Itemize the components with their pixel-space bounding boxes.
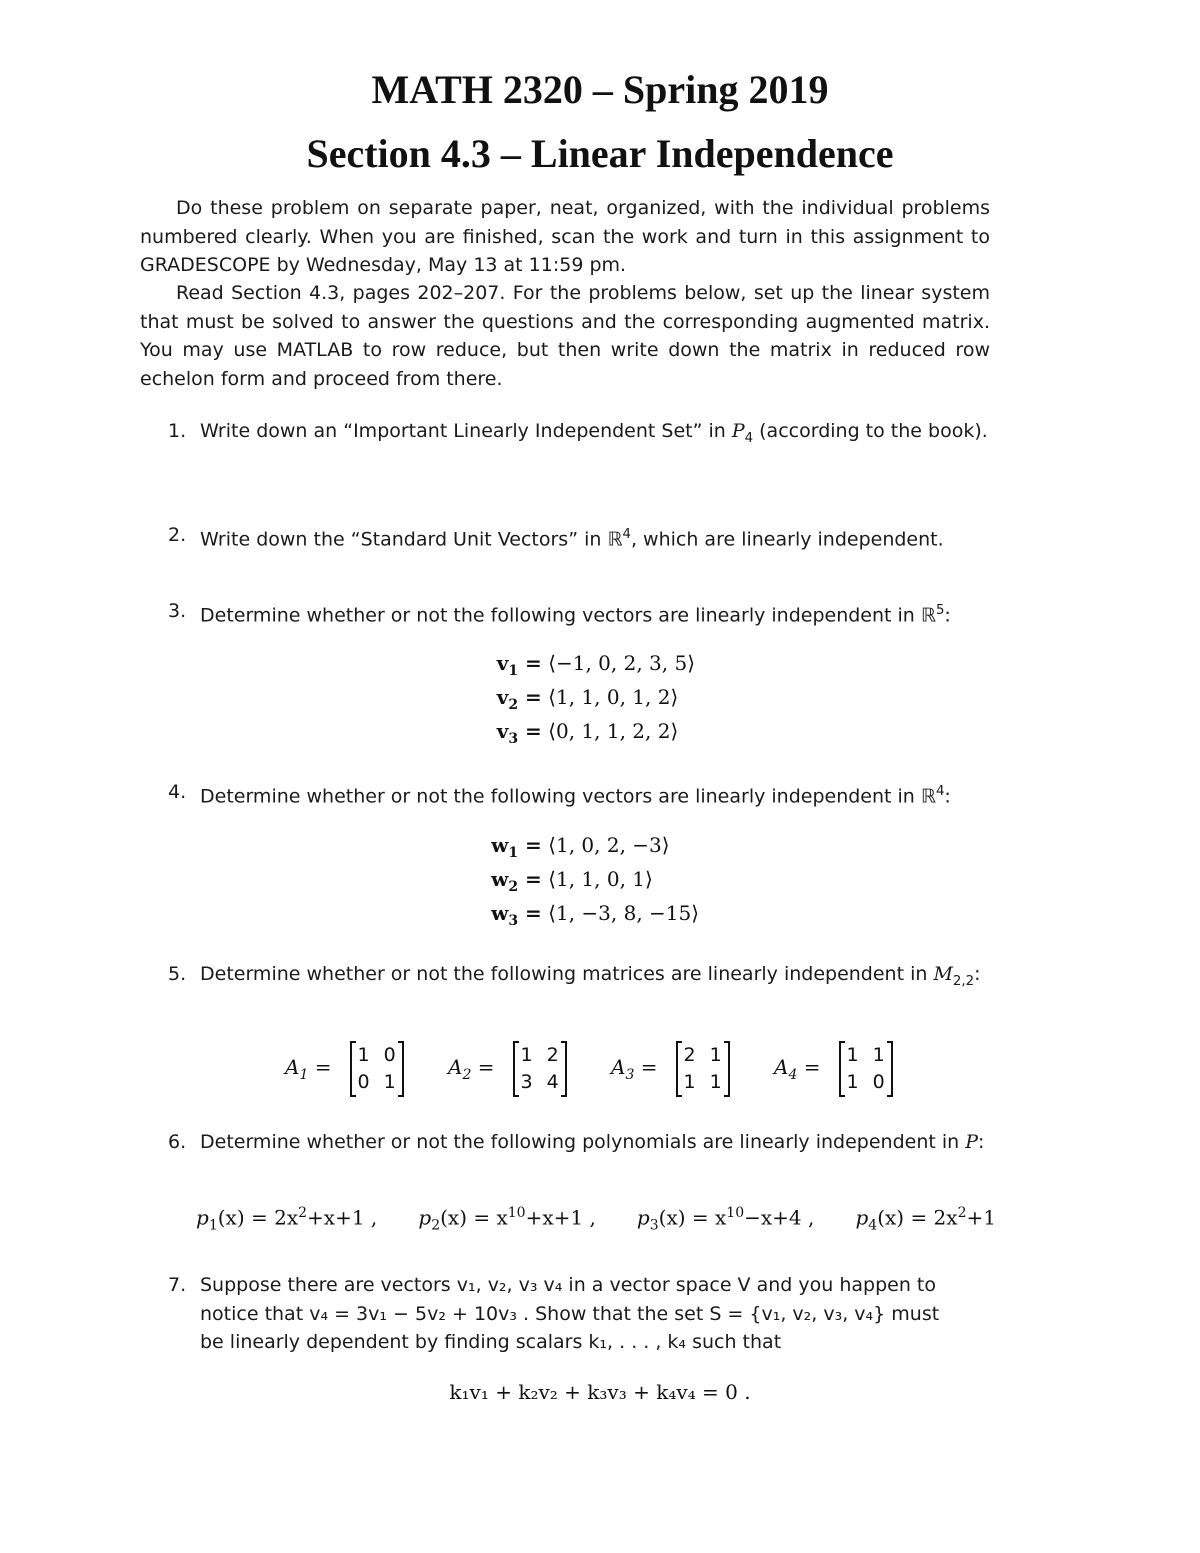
intro-reading: Read Section 4.3, pages 202–207. For the problems below, set up the linear system that must be solved to answer the questions and the corresponding augmented matrix. You may use MATLAB to row reduce, but then write down the matrix in reduced row echelon form and proceed from there. (140, 282, 990, 390)
intro-instructions: Do these problem on separate paper, neat, organized, with the individual problems numbered clearly. When you are finished, scan the work and turn in this assignment to GRADESCOPE by Wednesday, May 13 at 11:59 pm. (140, 197, 990, 276)
problem-number: 6. (168, 1131, 187, 1153)
problem-7-line-1: Suppose there are vectors v₁, v₂, v₃ v₄ in a vector space V and you happen to (200, 1274, 936, 1296)
polynomial-list (196, 1205, 996, 1234)
problem-4: 4. Determine whether or not the following vectors are linearly independent in ℝ$^4$: (140, 778, 990, 811)
vector-list-w (0, 828, 1200, 930)
problem-number: 7. (168, 1274, 187, 1296)
polynomial-p3: $p_3(x) = x^{10}-x+4$ , (636, 1205, 815, 1234)
polynomial-p2: $p_2(x) = x^{10}+x+1$ , (418, 1205, 596, 1234)
polynomial-p1: $p_1(x) = 2x^2+x+1$ , (196, 1205, 378, 1234)
problem-number: 2. (168, 524, 187, 546)
matrix-list (285, 1038, 925, 1100)
linear-combination-equation: k₁v₁ + k₂v₂ + k₃v₃ + k₄v₄ = 0 . (449, 1380, 751, 1404)
problem-3: 3. Determine whether or not the following vectors are linearly independent in ℝ$^5$: (140, 597, 990, 630)
vector-v3: $v_3$ = ⟨0, 1, 1, 2, 2⟩ (496, 719, 679, 747)
problem-7 (140, 1271, 990, 1357)
problem-1: 1. Write down an “Important Linearly Independent Set” in $P_4$ (according to the book). (140, 417, 990, 453)
vector-w3: $w_3$ = ⟨1, −3, 8, −15⟩ (491, 901, 700, 929)
problem-number: 3. (168, 600, 187, 622)
polynomial-p4: $p_4(x) = 2x^2+1$ (855, 1205, 996, 1234)
problem-number: 4. (168, 781, 187, 803)
problem-6: 6. Determine whether or not the following polynomials are linearly independent in P: (140, 1128, 990, 1157)
matrix-a2: $A_2$ = 1 2 3 4 (448, 1038, 567, 1100)
problem-7-line-2: notice that v₄ = 3v₁ − 5v₂ + 10v₃ . Show that the set S = {v₁, v₂, v₃, v₄} must (200, 1302, 940, 1325)
matrix-a3: $A_3$ = 2 1 1 1 (611, 1038, 730, 1100)
problem-7-line-3: be linearly dependent by finding scalars k₁, . . . , k₄ such that (200, 1331, 782, 1353)
problem-number: 1. (168, 420, 187, 442)
vector-v2: $v_2$ = ⟨1, 1, 0, 1, 2⟩ (496, 685, 679, 713)
problem-2: 2. Write down the “Standard Unit Vectors” in ℝ$^4$, which are linearly independent. (140, 521, 990, 554)
vector-w1: $w_1$ = ⟨1, 0, 2, −3⟩ (491, 833, 670, 861)
vector-w2: $w_2$ = ⟨1, 1, 0, 1⟩ (491, 867, 653, 895)
matrix-a4: $A_4$ = 1 1 1 0 (774, 1038, 893, 1100)
problem-5: 5. Determine whether or not the following matrices are linearly independent in $M_{2,2}$: (140, 960, 990, 996)
vector-v1: $v_1$ = ⟨−1, 0, 2, 3, 5⟩ (496, 651, 696, 679)
vector-list-v (0, 646, 1200, 748)
problem-number: 5. (168, 963, 187, 985)
section-title: Section 4.3 – Linear Independence (306, 131, 894, 176)
matrix-a1: $A_1$ = 1 0 0 1 (285, 1038, 404, 1100)
course-title: MATH 2320 – Spring 2019 (371, 67, 829, 112)
